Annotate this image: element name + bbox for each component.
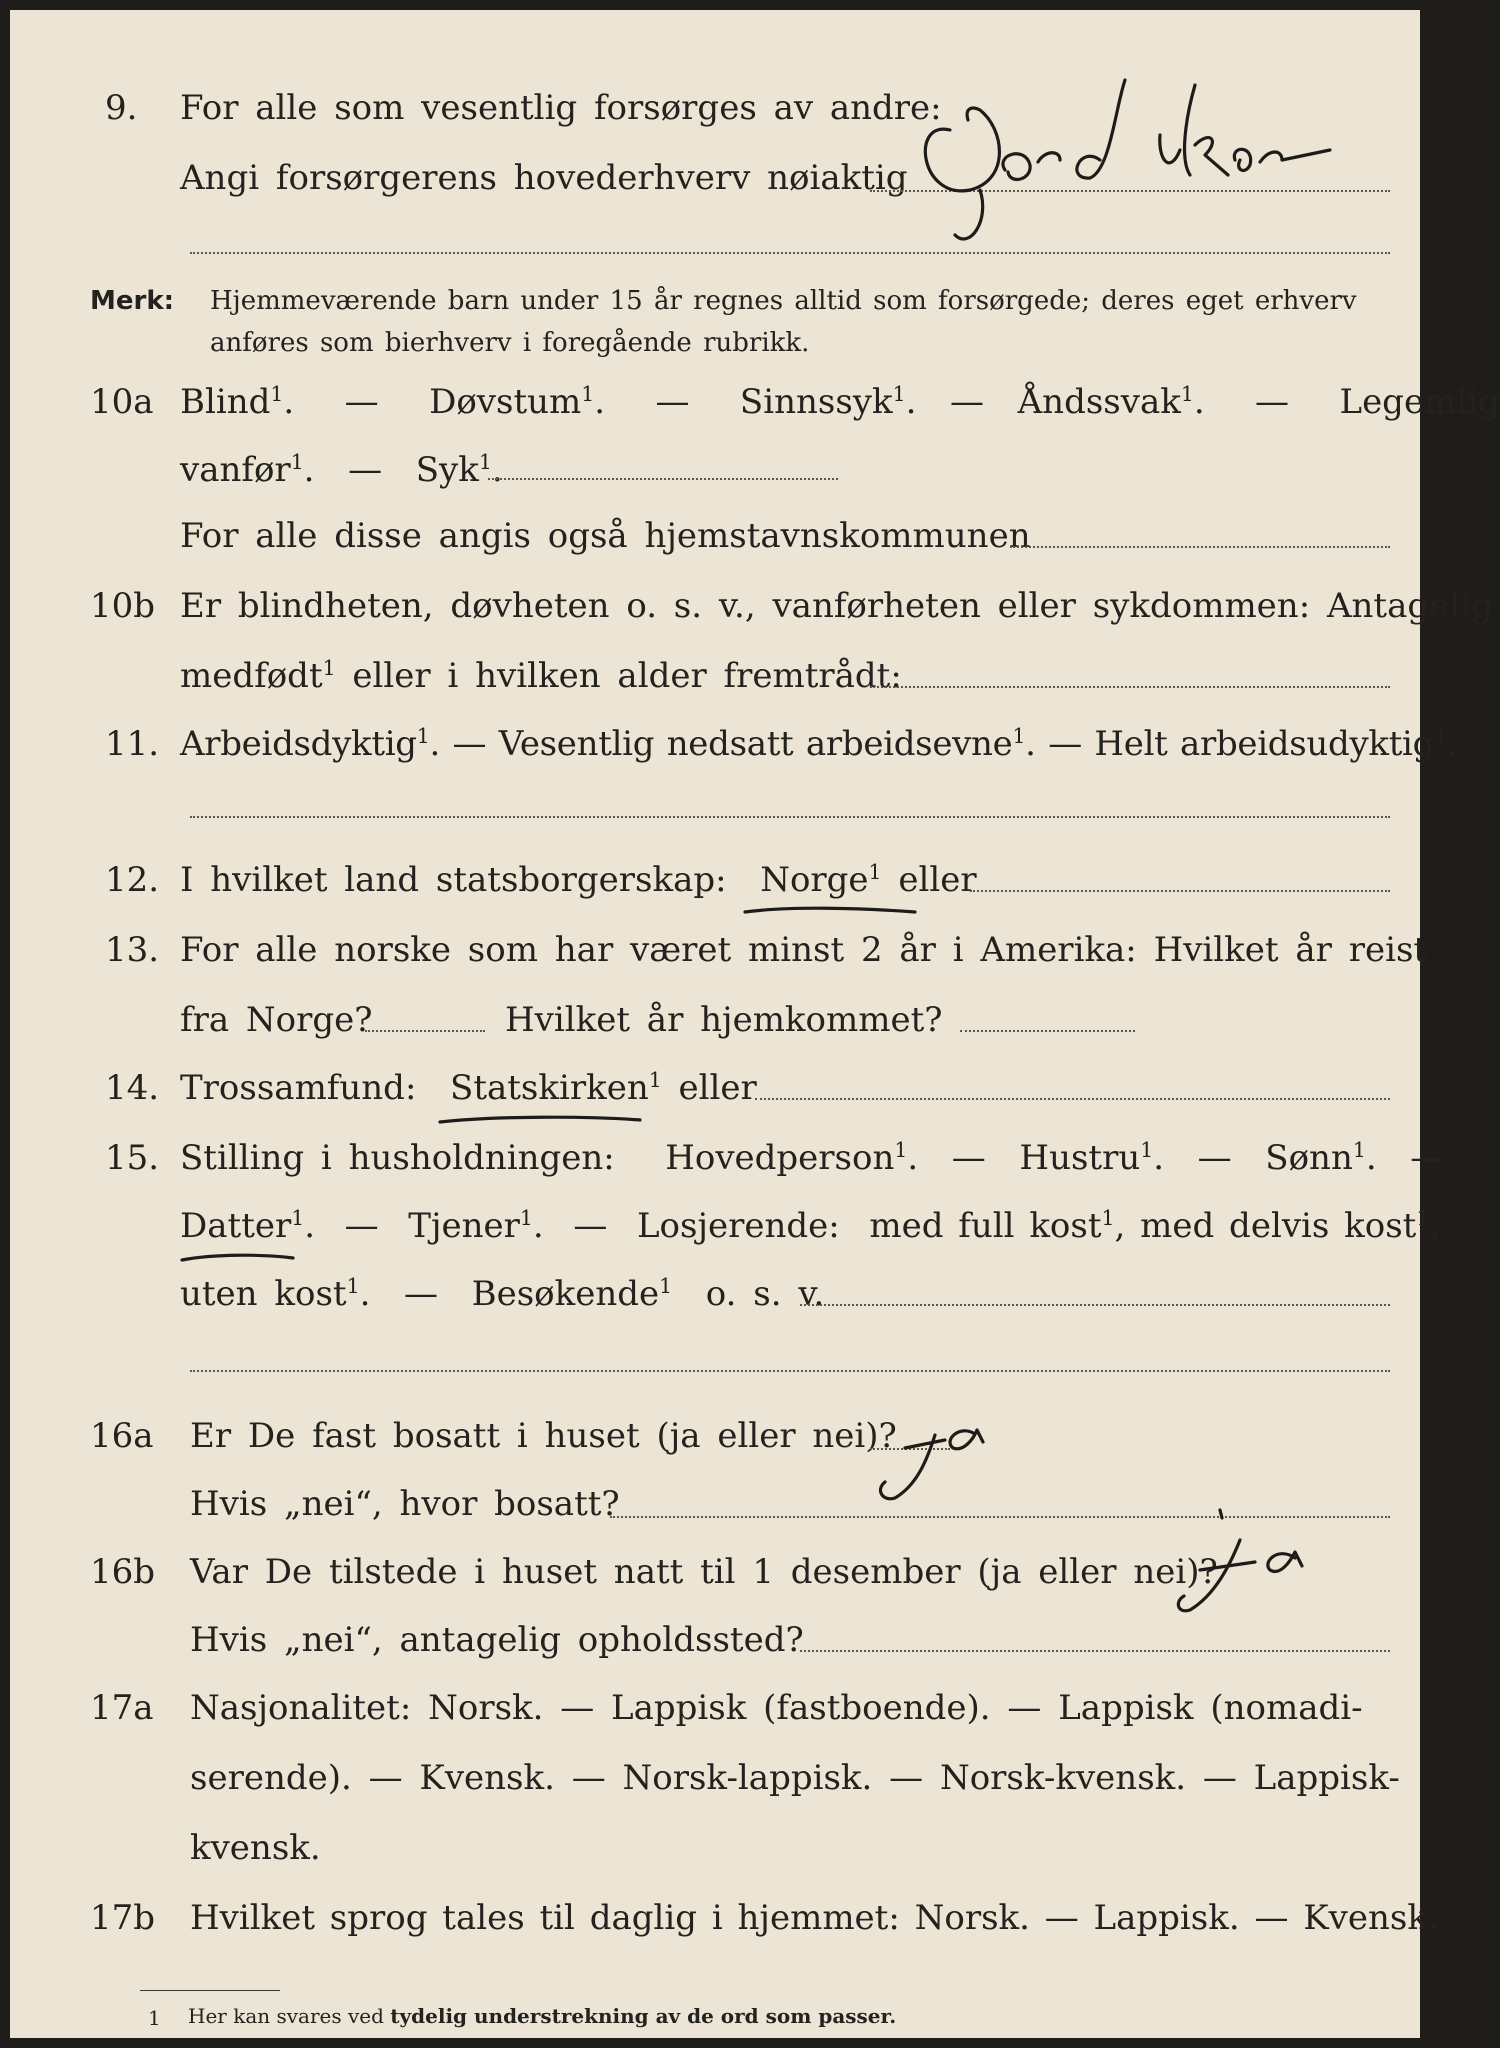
q16a-line1: Er De fast bosatt i huset (ja eller nei)? bbox=[190, 1416, 897, 1456]
q13-line2b: Hvilket år hjemkommet? bbox=[505, 1000, 943, 1040]
q16b-number: 16b bbox=[90, 1552, 156, 1592]
q15-number: 15. bbox=[105, 1138, 160, 1178]
q9-line2: Angi forsørgerens hovederhverv nøiaktig bbox=[180, 158, 908, 198]
q15-line1: Stilling i husholdningen: Hovedperson$^1$. — Hustru$^1$. — Sønn$^1$. — bbox=[180, 1137, 1445, 1178]
option-sonn: Sønn bbox=[1265, 1138, 1353, 1178]
q11-number: 11. bbox=[105, 724, 160, 764]
q15-answer-line bbox=[800, 1304, 1390, 1306]
option-dovstum: Døvstum bbox=[429, 382, 582, 422]
footnote-rule bbox=[140, 1990, 280, 1991]
q15-line3: uten kost$^1$. — Besøkende$^1$ o. s. v. bbox=[180, 1273, 825, 1314]
q10a-kommune-line bbox=[1010, 546, 1390, 548]
option-uten-kost: uten kost bbox=[180, 1274, 347, 1314]
q17a-number: 17a bbox=[90, 1688, 154, 1728]
q12-number: 12. bbox=[105, 860, 160, 900]
q10b-number: 10b bbox=[90, 586, 156, 626]
merk-line1: Hjemmeværende barn under 15 år regnes alltid som forsørgede; deres eget erhverv bbox=[210, 286, 1357, 316]
q15-line2: Datter$^1$. — Tjener$^1$. — Losjerende: med full kost$^1$, med delvis kost$^1$, bbox=[180, 1205, 1441, 1246]
q14-answer-line bbox=[755, 1098, 1390, 1100]
merk-label: Merk: bbox=[90, 286, 175, 316]
q9-second-answer-line bbox=[190, 252, 1390, 254]
footnote-text: Her kan svares ved tydelig understrekning av de ord som passer. bbox=[188, 2004, 897, 2028]
q17b-number: 17b bbox=[90, 1898, 156, 1938]
q9-line1: For alle som vesentlig forsørges av andre: bbox=[180, 88, 942, 128]
q16a-line2: Hvis „nei“, hvor bosatt? bbox=[190, 1484, 620, 1524]
option-andssvak: Åndssvak bbox=[1017, 382, 1181, 422]
q12-answer-line bbox=[970, 890, 1390, 892]
q14-number: 14. bbox=[105, 1068, 160, 1108]
q10a-line3: For alle disse angis også hjemstavnskommunen bbox=[180, 516, 1031, 556]
option-datter: Datter bbox=[180, 1206, 292, 1246]
option-sinnssyk: Sinnssyk bbox=[739, 382, 893, 422]
q16b-handwritten-answer-ja bbox=[1170, 1510, 1350, 1630]
q14-statskirken-underline-mark bbox=[435, 1110, 645, 1130]
option-medfodt: medfødt bbox=[180, 656, 323, 696]
q9-number: 9. bbox=[105, 88, 138, 128]
q16b-line1: Var De tilstede i huset natt til 1 desember (ja eller nei)? bbox=[190, 1552, 1218, 1592]
census-form-page bbox=[10, 10, 1500, 2038]
q11-answer-line bbox=[190, 816, 1390, 818]
q15-datter-underline-mark bbox=[178, 1248, 298, 1268]
q17a-line2: serende). — Kvensk. — Norsk-lappisk. — Norsk-kvensk. — Lappisk- bbox=[190, 1758, 1400, 1798]
q12-norge-underline-mark bbox=[740, 902, 920, 922]
option-arbeidsudyktig: Helt arbeidsudyktig bbox=[1094, 724, 1435, 764]
footnote-mark: 1 bbox=[148, 2006, 161, 2030]
q10b-line2: medfødt$^1$ eller i hvilken alder fremtrådt: bbox=[180, 655, 902, 696]
q15-second-answer-line bbox=[190, 1370, 1390, 1372]
option-norge: Norge bbox=[760, 860, 869, 900]
q10a-answer-line bbox=[488, 478, 838, 480]
option-nedsatt-arbeidsevne: Vesentlig nedsatt arbeidsevne bbox=[498, 724, 1013, 764]
q10b-line1: Er blindheten, døvheten o. s. v., vanførheten eller sykdommen: Antagelig bbox=[180, 586, 1493, 626]
q17b-line1: Hvilket sprog tales til daglig i hjemmet: Norsk. — Lappisk. — Kvensk. bbox=[190, 1898, 1439, 1938]
option-syk: Syk bbox=[415, 450, 479, 490]
q10a-line1: Blind$^1$. — Døvstum$^1$. — Sinnssyk$^1$. — Åndssvak$^1$. — Legemlig bbox=[180, 381, 1500, 422]
q16b-opholdssted-line bbox=[800, 1650, 1390, 1652]
option-besokende: Besøkende bbox=[471, 1274, 660, 1314]
q13-hjemkommet-line bbox=[960, 1030, 1135, 1032]
q10b-answer-line bbox=[870, 686, 1390, 688]
option-full-kost: med full kost bbox=[869, 1206, 1102, 1246]
q13-line1: For alle norske som har været minst 2 år i Amerika: Hvilket år reist bbox=[180, 930, 1428, 970]
q17a-line3: kvensk. bbox=[190, 1828, 321, 1868]
option-hovedperson: Hovedperson bbox=[665, 1138, 895, 1178]
option-statskirken: Statskirken bbox=[450, 1068, 649, 1108]
q16a-number: 16a bbox=[90, 1416, 154, 1456]
option-delvis-kost: med delvis kost bbox=[1140, 1206, 1417, 1246]
option-tjener: Tjener bbox=[408, 1206, 520, 1246]
option-hustru: Hustru bbox=[1019, 1138, 1141, 1178]
q16a-handwritten-answer-ja bbox=[865, 1410, 1025, 1510]
option-arbeidsdyktig: Arbeidsdyktig bbox=[180, 724, 417, 764]
q13-reist-line bbox=[365, 1030, 485, 1032]
q16b-line2: Hvis „nei“, antagelig opholdssted? bbox=[190, 1620, 804, 1660]
q13-number: 13. bbox=[105, 930, 160, 970]
q17a-line1: Nasjonalitet: Norsk. — Lappisk (fastboende). — Lappisk (nomadi- bbox=[190, 1688, 1363, 1728]
q12-line: I hvilket land statsborgerskap: Norge$^1$ eller bbox=[180, 859, 977, 900]
option-blind: Blind bbox=[180, 382, 271, 422]
q10a-number: 10a bbox=[90, 382, 154, 422]
q11-line: Arbeidsdyktig$^1$. — Vesentlig nedsatt arbeidsevne$^1$. — Helt arbeidsudyktig$^1$. bbox=[180, 723, 1458, 764]
q9-handwritten-answer-gardbruker bbox=[910, 50, 1390, 250]
option-legemlig: Legemlig bbox=[1339, 382, 1500, 422]
option-vanfor: vanfør bbox=[180, 450, 291, 490]
merk-line2: anføres som bierhverv i foregående rubrikk. bbox=[210, 328, 810, 358]
q14-line: Trossamfund: Statskirken$^1$ eller bbox=[180, 1067, 757, 1108]
q13-line2a: fra Norge? bbox=[180, 1000, 373, 1040]
q10a-line2: vanfør$^1$. — Syk$^1$. bbox=[180, 449, 503, 490]
footnote-bold-text: tydelig understrekning av de ord som passer. bbox=[390, 2004, 897, 2028]
